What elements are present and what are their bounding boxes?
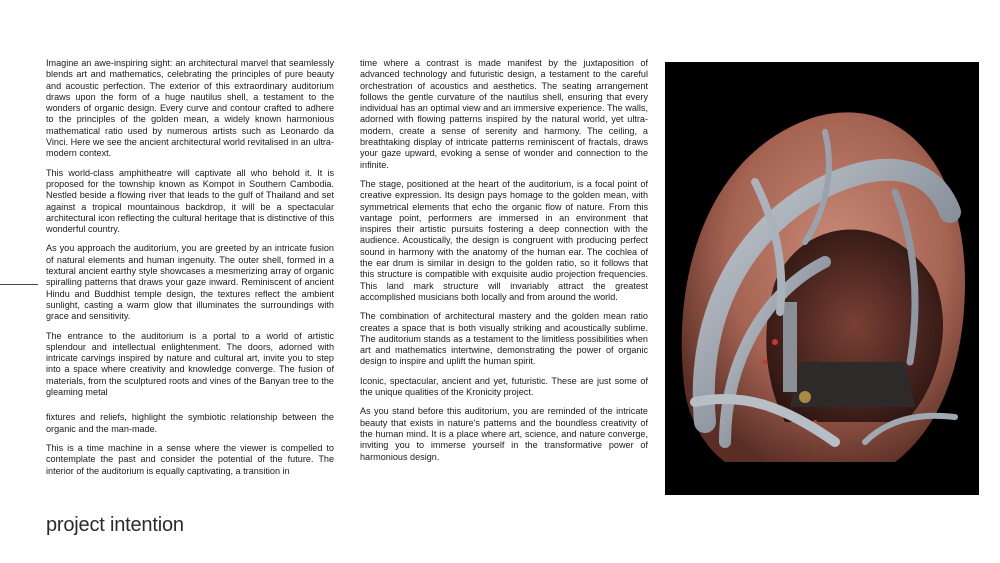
paragraph: This is a time machine in a sense where the viewer is compelled to contemplate the past and consider the potential of the future. The interior of the auditorium is equally captivating, a transition in [46,442,334,476]
text-column-left [46,58,334,485]
paragraph: The entrance to the auditorium is a portal to a world of artistic splendour and intellectual enlightenment. The doors, adorned with intricate carvings inspired by nature and cultural art, invite you to step into a space where creativity and knowledge converge. The fusion of materials, from the sculptured roots and vines of the Banyan tree to the gleaming metal [46,330,334,398]
page-title: project intention [46,514,184,536]
paragraph: The stage, positioned at the heart of the auditorium, is a focal point of creative expression. Its design pays homage to the golden mean, with symmetrical elements that echo the organic flow of nature. From this vantage point, performers are immersed in an environment that inspires their artistic pursuits fostering a deep connection with the audience. Acoustically, the design is congruent with producing perfect sound in harmony with the anatomy of the human ear. The cochlea of the ear drum is similar in design to the golden ratio, so it follows that this structure is compatible with exquisite audio projection frequencies. This land mark structure will invariably attract the greatest accomplished musicians both locally and from around the world. [360,178,648,302]
auditorium-render-image [665,62,979,495]
paragraph: This world-class amphitheatre will captivate all who behold it. It is proposed for the township known as Kompot in Southern Cambodia. Nestled beside a flowing river that leads to the gulf of Thailand and set against a tropical mountainous backdrop, it will be a spectacular architectural icon reflecting the cultural heritage that is distinctive of this wonderful country. [46,167,334,235]
paragraph: Imagine an awe-inspiring sight: an architectural marvel that seamlessly blends art and mathematics, celebrating the principles of pure beauty and acoustic perfection. The exterior of this extraordinary auditorium draws upon the form of a huge nautilus shell, a testament to the wonders of organic design. Every curve and contour crafted to adhere to the principles of the golden mean, a widely known harmonious mathematical ratio used by numerous artists such as Leonardo da Vinci. Here we see the ancient architectural world revitalised in an ultra-modern context. [46,58,334,159]
paragraph: As you stand before this auditorium, you are reminded of the intricate beauty that exists in nature's patterns and the boundless creativity of the human mind. It is a place where art, science, and nature converge, inviting you to immerse yourself in the transformative power of harmonious design. [360,406,648,462]
paragraph: As you approach the auditorium, you are greeted by an intricate fusion of natural elements and human ingenuity. The outer shell, formed in a textural ancient earthy style showcases a mesmerizing array of organic spiralling patterns that draws your gaze inward. Reminiscent of ancient Hindu and Buddhist temple design, the textures reflect the ambient sunlight, casting a warm glow that illuminates the surroundings with grace and sensitivity. [46,243,334,322]
stage-column [783,302,797,392]
auditorium-illustration [665,62,979,495]
paragraph: fixtures and reliefs, highlight the symbiotic relationship between the organic and the man-made. [46,412,334,434]
text-column-right [360,58,648,471]
paragraph: time where a contrast is made manifest by the juxtaposition of advanced technology and futuristic design, a testament to the careful orchestration of acoustics and aesthetics. The seating arrangement follows the gentle curvature of the nautilus shell, ensuring that every individual has an optimal view and an immersive experience. The walls, adorned with flowing patterns inspired by the natural world, yet ultra-modern, create a sense of serenity and harmony. The ceiling, a breathtaking display of intricate patterns reminiscent of fractals, draws your gaze upward, evoking a sense of wonder and connection to the infinite. [360,58,648,170]
paragraph: Iconic, spectacular, ancient and yet, futuristic. These are just some of the unique qualities of the Kronicity project. [360,375,648,398]
divider-line [0,284,38,285]
paragraph: The combination of architectural mastery and the golden mean ratio creates a space that is both visually striking and acoustically sublime. The auditorium stands as a testament to the limitless possibilities when art and mathematics intertwine, demonstrating the power of organic design to inspire and uplift the human spirit. [360,311,648,367]
